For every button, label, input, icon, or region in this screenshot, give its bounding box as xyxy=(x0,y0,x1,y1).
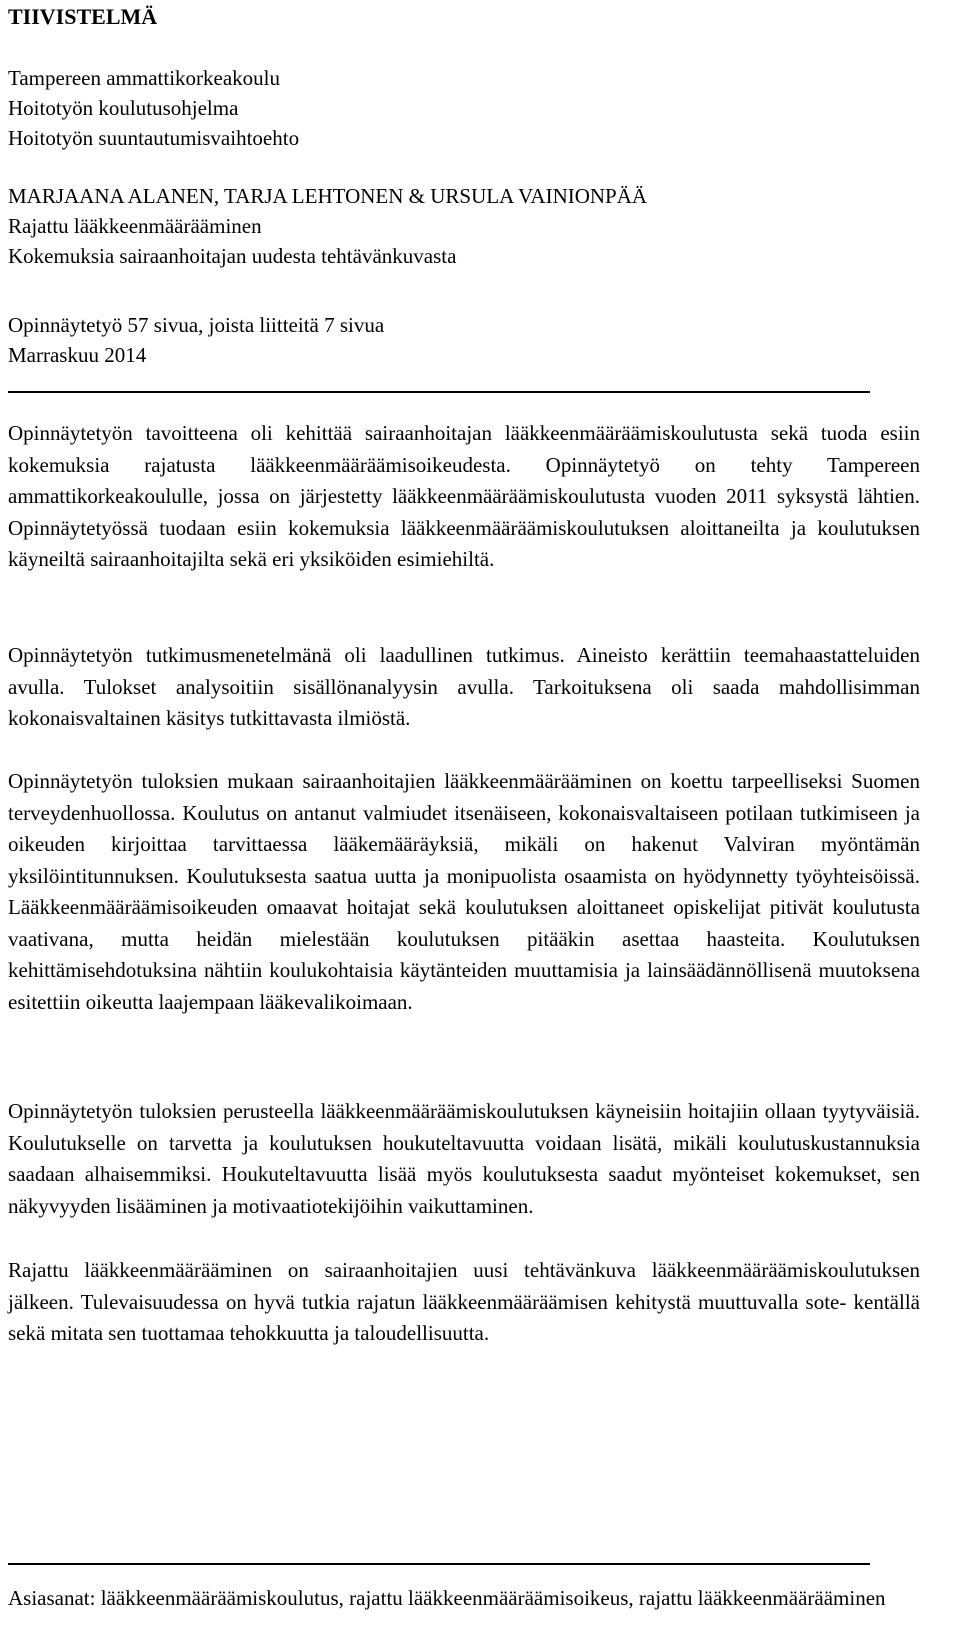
abstract-paragraph: Rajattu lääkkeenmäärääminen on sairaanhoitajien uusi tehtävänkuva lääkkeenmääräämiskoulutuksen jälkeen. Tulevaisuudessa on hyvä tutkia rajatun lääkkeenmääräämisen kehitystä muuttuvalla sote- kentällä sekä mitata sen tuottamaa tehokkuutta ja taloudellisuutta. xyxy=(8,1258,920,1345)
abstract-paragraph: Opinnäytetyön tuloksien perusteella lääkkeenmääräämiskoulutuksen käyneisiin hoitajiin ollaan tyytyväisiä. Koulutukselle on tarvetta ja koulutuksen houkuteltavuutta voidaan lisätä, mikäli koulutuskustannuksia saadaan alhaisemmiksi. Houkuteltavuutta lisää myös koulutuksesta saadut myönteiset kokemukset, sen näkyvyyden lisääminen ja motivaatiotekijöihin vaikuttaminen. xyxy=(8,1099,920,1218)
institution-block xyxy=(8,63,299,153)
keywords: Asiasanat: lääkkeenmääräämiskoulutus, rajattu lääkkeenmääräämisoikeus, rajattu lääkkeenmäärääminen xyxy=(8,1586,886,1610)
specialisation-option: Hoitotyön suuntautumisvaihtoehto xyxy=(8,126,300,150)
page-count: Opinnäytetyö 57 sivua, joista liitteitä 7 sivua xyxy=(8,313,385,337)
thesis-subtitle: Kokemuksia sairaanhoitajan uudesta tehtävänkuvasta xyxy=(8,244,457,268)
school-name: Tampereen ammattikorkeakoulu xyxy=(8,66,281,90)
abstract-paragraph: Opinnäytetyön tuloksien mukaan sairaanhoitajien lääkkeenmäärääminen on koettu tarpeelliseksi Suomen terveydenhuollossa. Koulutus on antanut valmiudet itsenäiseen, kokonaisvaltaiseen potilaan tutkimiseen ja oikeuden kirjoittaa tarvittaessa lääkemääräyksiä, mikäli on hakenut Valviran myöntämän yksilöintitunnuksen. Koulutuksesta saatua uutta ja monipuolista osaamista on hyödynnetty työyhteisöissä. Lääkkeenmääräämisoikeuden omaavat hoitajat sekä koulutuksen aloittaneet opiskelijat pitivät koulutusta vaativana, mutta heidän mielestään koulutuksen pitääkin asettaa haasteita. Koulutuksen kehittämisehdotuksina nähtiin koulukohtaisia käytänteiden muuttamisia ja lainsäädännöllisenä muutoksena esitettiin oikeutta laajempaan lääkevalikoimaan. xyxy=(8,769,920,1014)
abstract-paragraph: Opinnäytetyön tutkimusmenetelmänä oli laadullinen tutkimus. Aineisto kerättiin teemahaastatteluiden avulla. Tulokset analysoitiin sisällönanalyysin avulla. Tarkoituksena oli saada mahdollisimman kokonaisvaltainen käsitys tutkittavasta ilmiöstä. xyxy=(8,643,920,730)
thesis-info-block xyxy=(8,181,647,271)
abstract-paragraph: Opinnäytetyön tavoitteena oli kehittää sairaanhoitajan lääkkeenmääräämiskoulutusta sekä tuoda esiin kokemuksia rajatusta lääkkeenmääräämisoikeudesta. Opinnäytetyö on tehty Tampereen ammattikorkeakoululle, jossa on järjestetty lääkkeenmääräämiskoulutusta vuoden 2011 syksystä lähtien. Opinnäytetyössä tuodaan esiin kokemuksia lääkkeenmääräämiskoulutuksen aloittaneilta ja koulutuksen käyneiltä sairaanhoitajilta sekä eri yksiköiden esimiehiltä. xyxy=(8,421,920,571)
top-divider xyxy=(8,391,870,393)
publication-date: Marraskuu 2014 xyxy=(8,343,147,367)
authors: MARJAANA ALANEN, TARJA LEHTONEN & URSULA VAINIONPÄÄ xyxy=(8,184,648,208)
thesis-title: Rajattu lääkkeenmäärääminen xyxy=(8,214,262,238)
bottom-divider xyxy=(8,1563,870,1565)
page-title: TIIVISTELMÄ xyxy=(8,4,158,29)
thesis-details-block xyxy=(8,310,384,370)
degree-programme: Hoitotyön koulutusohjelma xyxy=(8,96,239,120)
